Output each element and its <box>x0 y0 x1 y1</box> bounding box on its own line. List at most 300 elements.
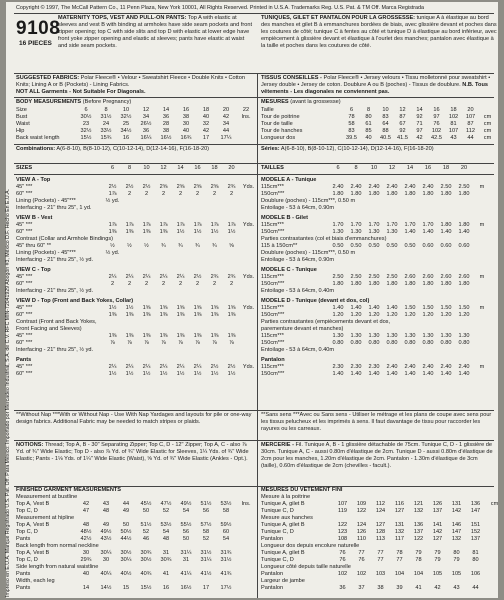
cell-value: 79 <box>434 550 441 556</box>
cell-value: 1.50 <box>404 305 416 311</box>
cell-value <box>485 508 504 515</box>
row-label: Pantalon <box>261 585 284 591</box>
cell-value: 1.40 <box>404 229 416 235</box>
size-value: 6 <box>110 165 115 171</box>
row-label: Longueur dos <box>261 135 296 141</box>
row-label: Entoilage - 53 à 64cm, 0.40m <box>261 347 335 353</box>
row-label: 60" *** <box>16 340 33 346</box>
cell-value: 0.80 <box>440 340 452 346</box>
cell-value: 50½ <box>120 529 132 535</box>
cell-value: 116 <box>395 501 404 507</box>
cell-value: 43 <box>453 585 460 591</box>
cell-value: 2.50 <box>440 184 452 190</box>
cell-value: 2¼ <box>108 364 117 370</box>
cell-value: 1½ <box>176 229 185 235</box>
sizes-label: SIZES <box>16 165 33 171</box>
cell-value: m <box>479 222 485 228</box>
cell-value: 102 <box>356 571 367 577</box>
row-label: Tunique C, D <box>261 508 294 514</box>
row-label: 45" *** <box>16 333 33 339</box>
cell-value: 2.40 <box>422 184 434 190</box>
cell-value: 2 <box>195 281 200 287</box>
combinations-french <box>261 146 495 153</box>
divider-combinations <box>14 144 494 145</box>
cell-value: 44 <box>472 585 479 591</box>
section-heading: Pants <box>16 357 32 363</box>
cell-value: 1.80 <box>422 191 434 197</box>
cell-value: 15 <box>122 585 130 591</box>
cell-value: 16¾ <box>180 135 192 141</box>
cell-value: ⅞ <box>161 340 166 346</box>
cell-value: 43 <box>102 501 110 507</box>
cell-value: 2.30 <box>368 364 380 370</box>
cell-value <box>240 340 257 347</box>
cell-value: Yds. <box>242 305 255 311</box>
cell-value: m <box>479 274 485 280</box>
cell-value <box>236 121 256 128</box>
divider-nap <box>14 410 494 411</box>
cell-value: 106 <box>470 571 481 577</box>
cell-value: ½ <box>127 243 132 249</box>
cell-value: 53½ <box>220 501 232 507</box>
cell-value: 1.80 <box>440 222 452 228</box>
cell-value: 2½ <box>227 364 236 370</box>
cell-value: 42 <box>82 501 90 507</box>
cell-value: 1⅜ <box>210 333 219 339</box>
cell-value: 1.80 <box>332 191 344 197</box>
cell-value: 2 <box>127 281 132 287</box>
combinations-english <box>16 146 254 153</box>
row-label: Tunique A, gilet B <box>261 550 305 556</box>
cell-value: 26½ <box>140 121 152 127</box>
row-label: Hip <box>16 128 25 134</box>
cell-value <box>236 508 256 515</box>
cell-value: 1.30 <box>386 229 398 235</box>
cell-value: 1.40 <box>404 371 416 377</box>
cell-value: 0.50 <box>368 243 380 249</box>
cell-value: 1.80 <box>422 281 434 287</box>
row-label: 60" *** <box>16 312 33 318</box>
cell-value: m <box>479 364 485 370</box>
cell-value: 142 <box>451 508 462 514</box>
divider-fabrics <box>14 73 494 74</box>
cell-value: 40 <box>365 135 372 141</box>
cell-value: 137 <box>470 536 481 542</box>
cell-value: 1.80 <box>368 191 380 197</box>
cell-value: 1⅜ <box>125 333 134 339</box>
cell-value: 42 <box>416 135 423 141</box>
cell-value: 1.80 <box>386 281 398 287</box>
cell-value: 2¼ <box>125 274 134 280</box>
cell-value: 1⅜ <box>210 312 219 318</box>
cell-value: 31½ <box>220 557 232 563</box>
row-label: 45" *** <box>16 364 33 370</box>
row-label: Longueur côté depuis taille naturelle <box>261 564 351 570</box>
cell-value: 1½ <box>210 229 219 235</box>
cell-value: 18 <box>450 107 457 113</box>
row-label: Largeur de jambe <box>261 578 305 584</box>
cell-value: 1⅜ <box>159 312 168 318</box>
cell-value: 0.60 <box>422 243 434 249</box>
cell-value: 1.40 <box>422 229 434 235</box>
cell-value <box>236 522 256 529</box>
body-subtitle-en: (Before Pregnancy) <box>82 99 132 105</box>
row-label: 115cm*** <box>261 274 284 280</box>
description-english <box>58 15 254 50</box>
cell-value: 10 <box>382 107 389 113</box>
cell-value <box>240 371 257 378</box>
body-title-en: BODY MEASUREMENTS <box>16 99 82 105</box>
combinations-english-text: A(6-8-10), B(8-10-12), C(10-12-14), D(12-14-16), F(16-18-20) <box>56 146 210 152</box>
cell-value: 2.50 <box>350 274 362 280</box>
cell-value: 2 <box>144 191 149 197</box>
cell-value: 80 <box>453 550 460 556</box>
cell-value: 1⅜ <box>142 229 151 235</box>
cell-value: 31¼ <box>180 550 192 556</box>
row-label: Side length from natural waistline <box>16 564 99 570</box>
cell-value: 147 <box>451 529 462 535</box>
cell-value: 44 <box>467 135 474 141</box>
cell-value: 2.40 <box>350 184 362 190</box>
cell-value: 10 <box>122 107 130 113</box>
cell-value: 1⅜ <box>227 333 236 339</box>
cell-value: 1.40 <box>350 305 362 311</box>
cell-value: 1⅝ <box>176 305 185 311</box>
row-label: Doublure (poches) - 115cm***, 0.50 m <box>261 198 356 204</box>
description-french-title: TUNIQUES, GILET ET PANTALON POUR LA GROSSESSE: <box>261 15 416 21</box>
cell-value: 40 <box>202 114 210 120</box>
cell-value: 38 <box>162 128 170 134</box>
divider-top <box>14 13 494 14</box>
cell-value: 81 <box>450 121 457 127</box>
cell-value: 20 <box>467 107 474 113</box>
cell-value <box>240 191 257 198</box>
cell-value: 30¼ <box>100 550 112 556</box>
cell-value: 1⅝ <box>159 305 168 311</box>
row-label: Top C, D <box>16 557 38 563</box>
cell-value: 2.40 <box>440 364 452 370</box>
cell-value: Ins. <box>241 501 251 507</box>
cell-value: 41 <box>415 585 422 591</box>
cell-value: 1.40 <box>350 371 362 377</box>
cell-value: 128 <box>375 529 386 535</box>
cell-value: 47 <box>82 508 90 514</box>
cell-value <box>240 229 257 236</box>
cell-value: 30 <box>102 557 110 563</box>
cell-value: 2.50 <box>368 274 380 280</box>
cell-value: 1⅝ <box>193 305 202 311</box>
row-label: Waist <box>16 121 30 127</box>
row-label: Interfacing - 21" thru 25", 1 yd. <box>16 205 92 211</box>
cell-value: 31½ <box>200 550 212 556</box>
cell-value: 77 <box>396 557 403 563</box>
cell-value: 1.80 <box>350 191 362 197</box>
section-heading: MODELE A - Tunique <box>261 177 317 183</box>
cell-value: 97 <box>416 128 423 134</box>
cell-value: 71 <box>416 121 423 127</box>
row-label: Tour de poitrine <box>261 114 300 120</box>
section-heading: VIEW B - Vest <box>16 215 53 221</box>
body-measurements-title-en <box>16 99 131 106</box>
cell-value: 2¾ <box>227 184 236 190</box>
cell-value: 2¼ <box>176 364 185 370</box>
fabrics-french-text: Polar Fleece® • Jersey velours • Tissu molletonné pour sweatshirt • Jersey double • Jersey de coton. Doublure A ou B (poches) - Tissus de doublure. <box>261 75 491 88</box>
row-label: 60" *** <box>16 229 33 235</box>
cell-value: 124 <box>356 522 367 528</box>
cell-value: 2 <box>178 281 183 287</box>
row-label: Contrast (Front and Back Yokes, <box>16 319 97 325</box>
size-value: 18 <box>211 165 218 171</box>
cell-value: 42 <box>222 114 230 120</box>
cell-value: 54 <box>222 536 230 542</box>
fabrics-french-note: N.B. Tous vêtements - Les diagonales ne conviennent pas. <box>261 82 488 95</box>
cell-value: 1½ <box>142 371 151 377</box>
cell-value: 2¼ <box>142 364 151 370</box>
cell-value: Yds. <box>242 222 255 228</box>
cell-value: 87 <box>399 114 406 120</box>
description-english-title: MATERNITY TOPS, VEST AND PULL-ON PANTS: <box>58 15 187 21</box>
cell-value: 52 <box>202 536 210 542</box>
cell-value: 103 <box>375 571 386 577</box>
cell-value: 2.30 <box>332 364 344 370</box>
cell-value: 55½ <box>180 522 192 528</box>
size-value: 16 <box>194 165 201 171</box>
cell-value: 0.80 <box>458 340 470 346</box>
cell-value: 1.70 <box>404 222 416 228</box>
cell-value: 1.20 <box>404 312 416 318</box>
cell-value: 0.80 <box>350 340 362 346</box>
cell-value: 1.30 <box>440 333 452 339</box>
finished-title-french <box>261 487 342 494</box>
cell-value: 2.60 <box>458 274 470 280</box>
cell-value: 1⅜ <box>108 333 117 339</box>
size-value-fr: 16 <box>424 165 432 171</box>
cell-value: 58 <box>348 121 355 127</box>
cell-value: 1.40 <box>332 305 344 311</box>
cell-value: cm <box>483 121 492 127</box>
cell-value: 1⅜ <box>176 312 185 318</box>
cell-value: ½ <box>110 243 115 249</box>
cell-value <box>138 198 155 205</box>
cell-value: 1.50 <box>458 305 470 311</box>
cell-value <box>172 198 189 205</box>
cell-value: 2.50 <box>458 184 470 190</box>
cell-value: 0.80 <box>404 340 416 346</box>
cell-value: 1⅜ <box>108 229 117 235</box>
cell-value: 50 <box>122 522 130 528</box>
cell-value: 52 <box>162 508 170 514</box>
row-label: Parties contrastantes (col et biais d'emmanchures) <box>261 236 387 242</box>
row-label: 150cm*** <box>261 312 285 318</box>
row-label: Bust <box>16 114 28 120</box>
cell-value: 2 <box>212 281 217 287</box>
cell-value <box>473 229 491 236</box>
cell-value: 1⅜ <box>108 312 117 318</box>
cell-value: 67 <box>399 121 406 127</box>
cell-value: 45½ <box>140 501 152 507</box>
cell-value <box>189 198 206 205</box>
cell-value: 79 <box>434 557 441 563</box>
cell-value: 41¾ <box>220 571 232 577</box>
cell-value: 80 <box>472 557 479 563</box>
cell-value: 85 <box>365 128 372 134</box>
cell-value: 32½ <box>80 128 92 134</box>
fabrics-english-title: SUGGESTED FABRICS: <box>16 75 80 81</box>
cell-value: 2 <box>161 191 166 197</box>
cell-value: 56 <box>182 529 190 535</box>
row-label: 60" *** <box>16 281 33 287</box>
cell-value: ⅞ <box>144 340 149 346</box>
combinations-french-text: A(6-8-10), B(8-10-12), C(10-12-14), D(12-14-16), F(16-18-20) <box>280 146 434 152</box>
cell-value: 2 <box>161 281 166 287</box>
cell-value: 2¾ <box>210 274 219 280</box>
description-french <box>261 15 497 50</box>
cell-value: 2.50 <box>332 274 344 280</box>
cell-value <box>236 571 256 578</box>
cell-value: 1.20 <box>350 312 362 318</box>
cell-value: cm <box>483 128 492 134</box>
row-label: Pants <box>16 585 31 591</box>
cell-value: 16 <box>433 107 440 113</box>
cell-value: 32 <box>202 121 210 127</box>
cell-value <box>138 250 155 257</box>
cell-value <box>240 198 257 205</box>
divider-yardage <box>14 174 494 175</box>
cell-value: 0.60 <box>440 243 452 249</box>
row-label: 45" *** <box>16 184 33 190</box>
cell-value: 37 <box>358 585 365 591</box>
cell-value <box>236 585 256 592</box>
cell-value: 105 <box>451 571 462 577</box>
cell-value: 1.40 <box>440 371 452 377</box>
cell-value: 132 <box>413 508 424 514</box>
cell-value: 1.20 <box>458 312 470 318</box>
cell-value: 57½ <box>200 522 212 528</box>
side-import-text <box>5 42 13 597</box>
cell-value <box>485 550 504 557</box>
cell-value: 126 <box>432 501 443 507</box>
cell-value: 1.80 <box>440 281 452 287</box>
cell-value: 1½ <box>227 371 236 377</box>
cell-value: 1⅞ <box>108 222 117 228</box>
cell-value: 112 <box>466 128 475 134</box>
cell-value: 30¼ <box>120 557 132 563</box>
cell-value: 1.40 <box>332 371 344 377</box>
row-label: 115cm*** <box>261 333 284 339</box>
row-label: Longueur dos depuis encolure naturelle <box>261 543 360 549</box>
cell-value: 1½ <box>108 371 117 377</box>
cell-value: 43½ <box>100 536 112 542</box>
cell-value: 1.30 <box>368 333 380 339</box>
row-label: 45" thru 60" ** <box>16 243 52 249</box>
cell-value: 12 <box>399 107 406 113</box>
cell-value <box>473 333 491 340</box>
cell-value: 2.40 <box>404 364 416 370</box>
cell-value: 2 <box>127 191 132 197</box>
cell-value: 2 <box>178 191 183 197</box>
sizes-label-fr: TAILLES <box>261 165 284 171</box>
cell-value: 2¼ <box>142 274 151 280</box>
cell-value <box>223 250 240 257</box>
cell-value: 30 <box>82 550 90 556</box>
notions-french-title: MERCERIE - <box>261 442 294 448</box>
cell-value: ½ yd. <box>105 250 120 256</box>
cell-value <box>240 312 257 319</box>
cell-value: 17¼ <box>220 135 232 141</box>
cell-value: Yds. <box>242 274 255 280</box>
cell-value: 97 <box>433 114 440 120</box>
cell-value <box>236 550 256 557</box>
cell-value: 48 <box>82 522 90 528</box>
cell-value: 42½ <box>80 536 92 542</box>
cell-value: 1.40 <box>422 371 434 377</box>
row-label: Mesure à la poitrine <box>261 494 311 500</box>
cell-value: 2.40 <box>404 184 416 190</box>
cell-value: 30 <box>182 121 190 127</box>
cell-value: 2.40 <box>368 184 380 190</box>
cell-value <box>479 107 496 114</box>
cell-value: ⅞ <box>110 340 115 346</box>
cell-value: 50 <box>142 508 150 514</box>
cell-value: 2.60 <box>440 274 452 280</box>
cell-value: 1⅝ <box>227 305 236 311</box>
cell-value: 1½ <box>227 229 236 235</box>
cell-value: 2½ <box>125 184 134 190</box>
row-label: 60" *** <box>16 371 33 377</box>
cell-value: 38 <box>377 585 384 591</box>
cell-value: 1.50 <box>422 305 434 311</box>
cell-value: 44½ <box>120 536 132 542</box>
row-label: Back length from normal neckline <box>16 543 99 549</box>
cell-value: 2 <box>229 281 234 287</box>
cell-value: 2 <box>110 281 115 287</box>
cell-value: 15½ <box>140 585 152 591</box>
size-value-fr: 18 <box>442 165 450 171</box>
cell-value <box>485 557 504 564</box>
row-label: 115cm*** <box>261 305 284 311</box>
cell-value: 1⅜ <box>125 229 134 235</box>
column-divider <box>257 74 258 598</box>
cell-value: 1⅞ <box>193 222 202 228</box>
cell-value: 39.5 <box>346 135 357 141</box>
row-label: Doublure (poches) - 115cm***, 0.50 m <box>261 250 356 256</box>
cell-value: 1⅞ <box>210 222 219 228</box>
cell-value: 1.70 <box>332 222 344 228</box>
cell-value: 76 <box>339 557 346 563</box>
section-heading: VIEW C - Top <box>16 267 51 273</box>
fabrics-english <box>16 75 254 96</box>
notions-english <box>16 442 254 463</box>
row-label: Width, each leg <box>16 578 55 584</box>
cell-value: 1⅜ <box>227 312 236 318</box>
cell-value: 12 <box>142 107 150 113</box>
size-value: 14 <box>177 165 184 171</box>
cell-value: 2⅝ <box>176 184 185 190</box>
section-heading: MODELE D - Tunique (devant et dos, col) <box>261 298 370 304</box>
cell-value: 24 <box>102 121 110 127</box>
cell-value: 132 <box>394 529 405 535</box>
cell-value: 1½ <box>193 371 202 377</box>
section-heading: VIEW A - Top <box>16 177 51 183</box>
cell-value: 76 <box>339 550 346 556</box>
cell-value: 30¾ <box>140 550 152 556</box>
cell-value: 2.50 <box>386 274 398 280</box>
cell-value: 8 <box>366 107 371 113</box>
cell-value: 1.30 <box>368 229 380 235</box>
row-label: Entoilage - 53 à 64cm, 0.90m <box>261 205 335 211</box>
cell-value: 1.20 <box>332 312 344 318</box>
row-label: Top A, Vest B <box>16 522 50 528</box>
